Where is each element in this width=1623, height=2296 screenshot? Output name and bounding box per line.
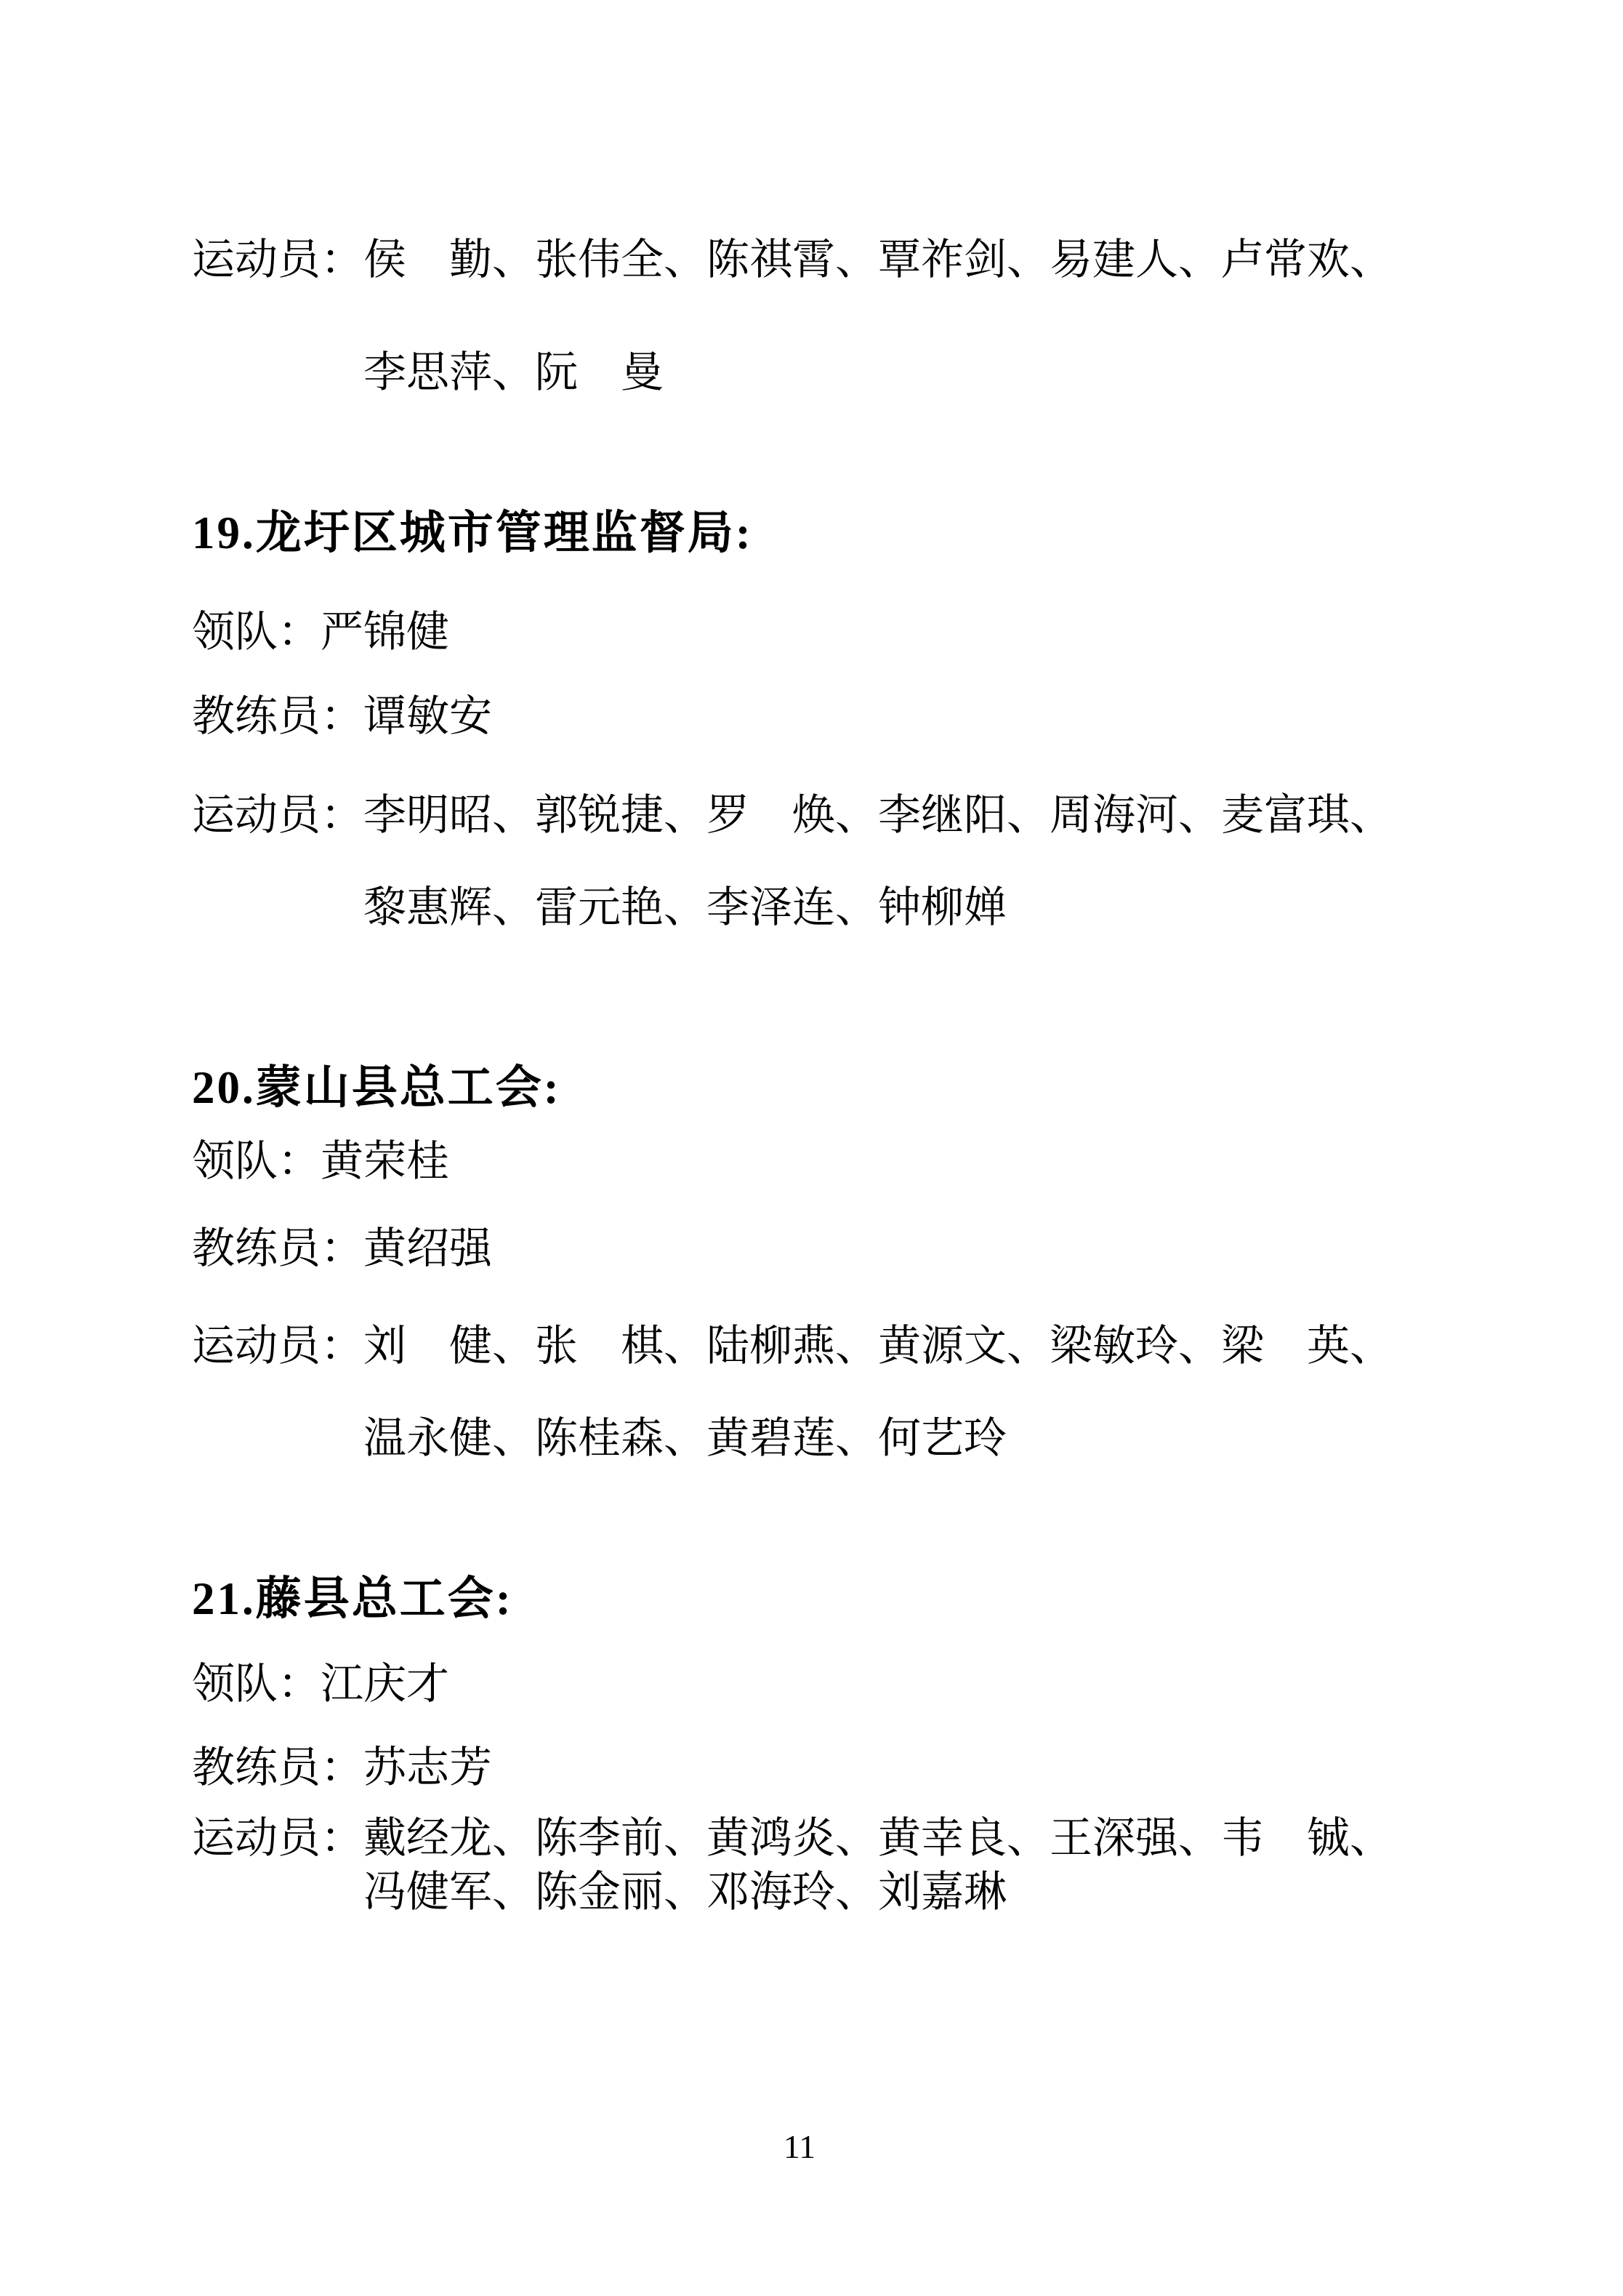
athletes-label: 运动员： <box>192 791 364 839</box>
leader-label: 领队： <box>192 608 321 656</box>
leader-label: 领队： <box>192 1660 321 1708</box>
coach-name: 苏志芳 <box>363 1743 493 1791</box>
section-20-athletes-row <box>192 1322 1393 1370</box>
coach-name: 黄绍强 <box>363 1224 493 1272</box>
section-21-leader-row <box>192 1660 449 1708</box>
leader-name: 黄荣桂 <box>321 1137 450 1185</box>
athletes-names-line-1: 李明昭、郭锐捷、罗 焕、李继阳、周海河、麦富琪、 <box>363 791 1393 839</box>
section-18-athletes-row <box>192 236 1393 284</box>
coach-label: 教练员： <box>192 1224 364 1272</box>
athletes-names-line-2: 黎惠辉、雷元艳、李泽连、钟柳婵 <box>363 883 1007 931</box>
section-20-coach-row <box>192 1224 492 1272</box>
athletes-names-line-2: 温永健、陈桂森、黄碧莲、何艺玲 <box>363 1414 1007 1462</box>
leader-label: 领队： <box>192 1137 321 1185</box>
athletes-names-line-1: 刘 健、张 棋、陆柳燕、黄源文、梁敏玲、梁 英、 <box>363 1322 1393 1370</box>
leader-name: 江庆才 <box>321 1660 450 1708</box>
section-19-title: 19.龙圩区城市管理监督局: <box>192 507 753 558</box>
leader-name: 严锦健 <box>321 608 450 656</box>
athletes-names-line-1: 戴经龙、陈李前、黄鸿炎、黄幸良、王深强、韦 铖、 <box>363 1814 1393 1862</box>
coach-label: 教练员： <box>192 692 364 740</box>
page-number: 11 <box>783 2128 816 2165</box>
athletes-label: 运动员： <box>192 236 364 284</box>
section-21-athletes-row <box>192 1814 1393 1862</box>
athletes-names-line-2: 冯健军、陈金丽、邓海玲、刘嘉琳 <box>363 1868 1007 1916</box>
section-19-leader-row <box>192 608 449 656</box>
section-20-athletes-paragraph <box>192 1322 1393 1462</box>
section-20-title: 20.蒙山县总工会: <box>192 1062 561 1113</box>
athletes-names-line-1: 侯 勤、张伟全、陈祺霄、覃祚剑、易建人、卢常欢、 <box>363 236 1393 284</box>
section-21-athletes-paragraph <box>192 1814 1393 1916</box>
athletes-names-line-2: 李思萍、阮 曼 <box>363 348 664 396</box>
section-19-athletes-paragraph <box>192 791 1393 931</box>
section-19-athletes-row <box>192 791 1393 839</box>
section-20-leader-row <box>192 1137 449 1185</box>
section-19-coach-row <box>192 692 492 740</box>
coach-name: 谭敏安 <box>363 692 493 740</box>
section-18-athletes-paragraph <box>192 236 1393 396</box>
section-21-coach-row <box>192 1743 492 1791</box>
coach-label: 教练员： <box>192 1743 364 1791</box>
athletes-label: 运动员： <box>192 1814 364 1862</box>
athletes-label: 运动员： <box>192 1322 364 1370</box>
section-21-title: 21.藤县总工会: <box>192 1573 513 1624</box>
